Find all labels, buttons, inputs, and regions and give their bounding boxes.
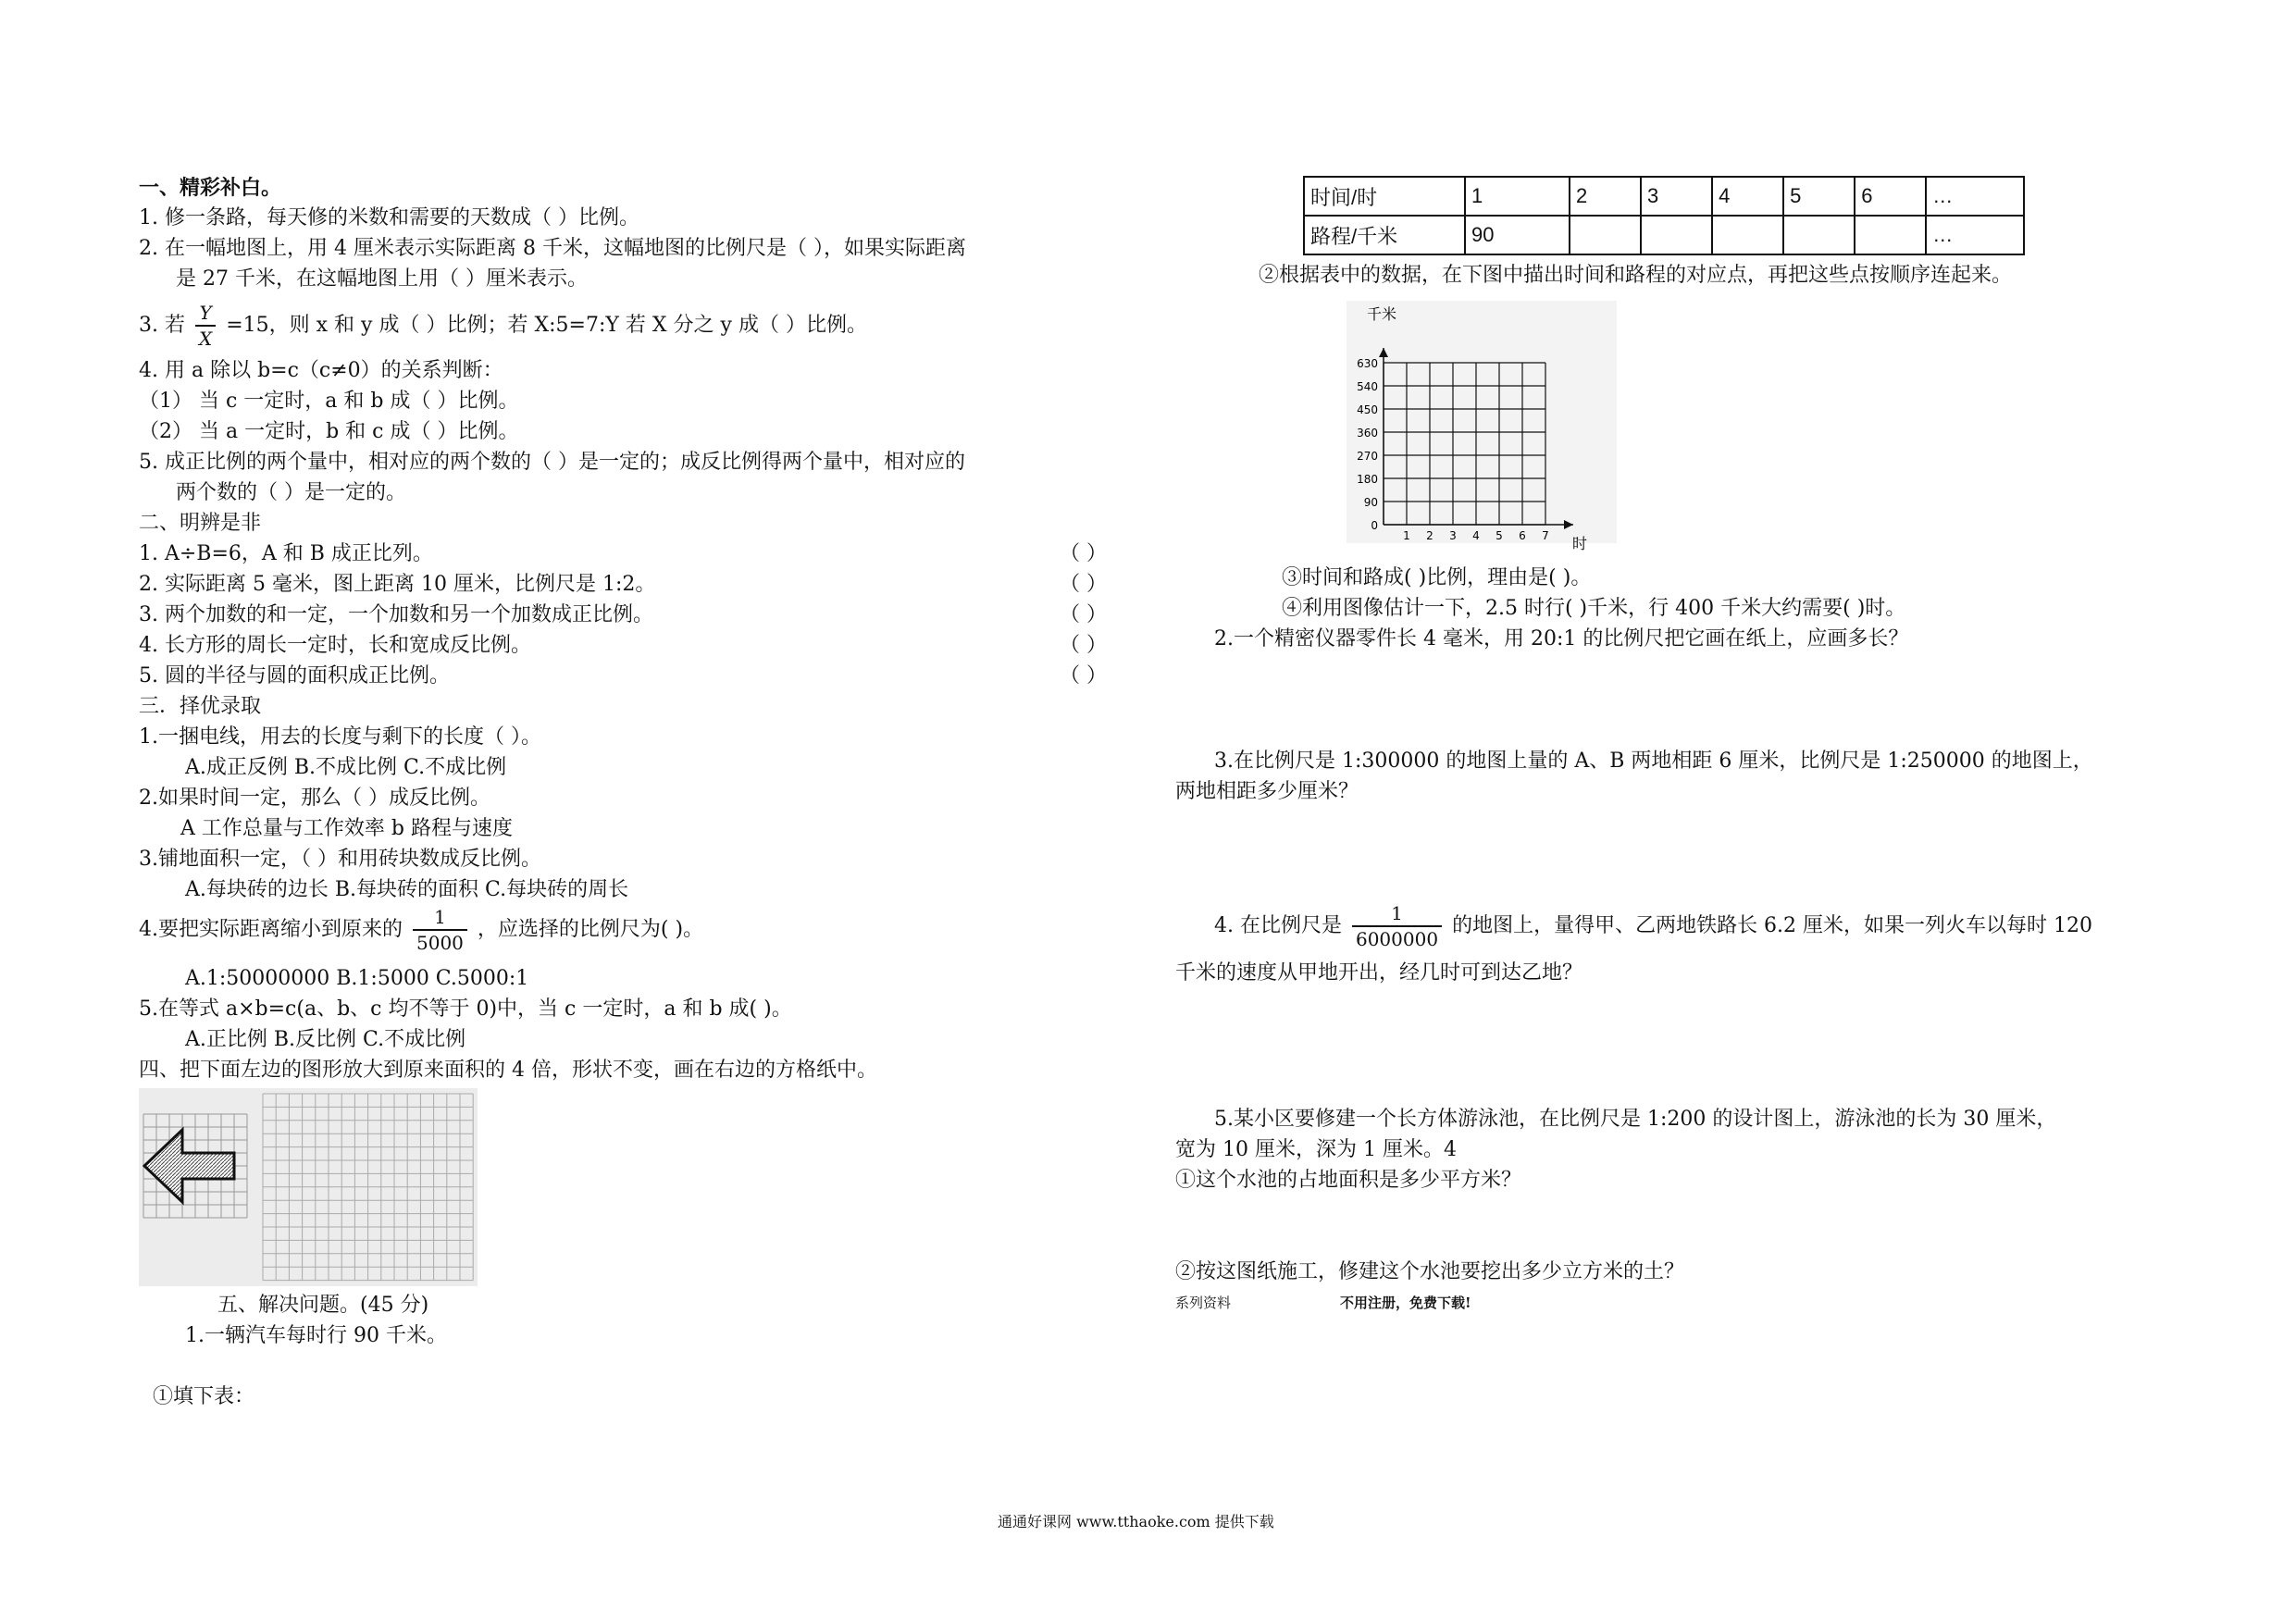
table-cell: 3 — [1641, 177, 1712, 216]
table-cell: 2 — [1570, 177, 1641, 216]
y-axis-arrow-icon — [1379, 348, 1388, 357]
instruction-plot-points: ②根据表中的数据，在下图中描出时间和路程的对应点，再把这些点按顺序连起来。 — [1259, 264, 2013, 287]
x-tick-label: 6 — [1519, 529, 1526, 542]
choice-4-prefix: 4.要把实际距离缩小到原来的 — [139, 918, 403, 941]
table-cell — [1855, 216, 1926, 254]
question-4-1: （1） 当 c 一定时，a 和 b 成（ ）比例。 — [139, 390, 519, 413]
choice-5: 5.在等式 a×b=c(a、b、c 均不等于 0)中，当 c 一定时，a 和 b 成( )。 — [139, 997, 792, 1021]
y-tick-label: 630 — [1357, 357, 1378, 370]
choice-4-options: A.1:50000000 B.1:5000 C.5000:1 — [185, 967, 529, 990]
table-cell: 6 — [1855, 177, 1926, 216]
problem-5-line-2: 宽为 10 厘米，深为 1 厘米。4 — [1175, 1138, 1457, 1161]
question-4: 4. 用 a 除以 b=c（c≠0）的关系判断： — [139, 359, 503, 382]
y-tick-label: 90 — [1363, 496, 1378, 509]
y-tick-label: 450 — [1357, 403, 1378, 416]
answer-paren-3: （ ） — [1060, 603, 1107, 626]
time-distance-table — [1303, 176, 2025, 255]
x-tick-label: 7 — [1542, 529, 1549, 542]
y-tick-label: 0 — [1371, 519, 1378, 532]
table-cell: 90 — [1465, 216, 1570, 254]
problem-5-sub-1: ①这个水池的占地面积是多少平方米？ — [1175, 1169, 1522, 1192]
question-4-2: （2） 当 a 一定时，b 和 c 成（ ）比例。 — [139, 420, 519, 443]
empty-grid-paper — [261, 1092, 476, 1282]
choice-1: 1.一捆电线，用去的长度与剩下的长度（ ）。 — [139, 725, 541, 749]
true-false-3: 3. 两个加数的和一定，一个加数和另一个加数成正比例。 — [139, 603, 653, 626]
choice-1-options: A.成正反例 B.不成比例 C.不成比例 — [185, 756, 507, 779]
fraction-denominator: X — [198, 328, 213, 350]
problem-5-sub-2: ②按这图纸施工，修建这个水池要挖出多少立方米的土？ — [1175, 1260, 1685, 1283]
question-1: 1. 修一条路，每天修的米数和需要的天数成（ ）比例。 — [139, 206, 639, 229]
table-cell — [1570, 216, 1641, 254]
question-5-line-1: 5. 成正比例的两个量中，相对应的两个数的（ ）是一定的；成反比例得两个量中，相对应的 — [139, 451, 965, 474]
problem-2: 2.一个精密仪器零件长 4 毫米，用 20:1 的比例尺把它画在纸上，应画多长？ — [1214, 627, 1909, 650]
answer-paren-2: （ ） — [1060, 573, 1107, 596]
x-tick-label: 3 — [1449, 529, 1457, 542]
question-5-line-2: 两个数的（ ）是一定的。 — [176, 481, 406, 504]
problem-1: 1.一辆汽车每时行 90 千米。 — [185, 1324, 447, 1347]
choice-4-fraction — [413, 905, 467, 955]
true-false-5: 5. 圆的半径与圆的面积成正比例。 — [139, 664, 450, 688]
section-5-title: 五、解决问题。(45 分) — [217, 1294, 429, 1317]
arrow-grid-figure — [143, 1113, 250, 1220]
choice-3-options: A.每块砖的边长 B.每块砖的面积 C.每块砖的周长 — [185, 878, 629, 901]
problem-3-line-2: 两地相距多少厘米？ — [1175, 780, 1359, 803]
question-3-suffix: =15，则 x 和 y 成（ ）比例；若 X:5=7:Y 若 X 分之 y 成（ ）比例。 — [226, 314, 867, 337]
choice-4-suffix: ，应选择的比例尺为( )。 — [477, 918, 704, 941]
problem-3-line-1: 3.在比例尺是 1:300000 的地图上量的 A、B 两地相距 6 厘米，比例尺是 1:250000 的地图上， — [1214, 750, 2093, 773]
y-tick-label: 270 — [1357, 450, 1378, 463]
fraction-denominator: 6000000 — [1355, 928, 1439, 950]
choice-2: 2.如果时间一定，那么（ ）成反比例。 — [139, 787, 490, 810]
y-tick-label: 360 — [1357, 427, 1378, 440]
x-axis-arrow-icon — [1564, 520, 1573, 529]
problem-4-line-1 — [1214, 901, 2092, 951]
choice-4 — [139, 905, 703, 955]
section-2-title: 二、明辨是非 — [139, 512, 262, 535]
fraction-numerator: 1 — [413, 905, 467, 931]
y-axis-unit: 千米 — [1367, 305, 1397, 323]
table-cell — [1641, 216, 1712, 254]
choice-5-options: A.正比例 B.反比例 C.不成比例 — [185, 1028, 466, 1051]
problem-4-suffix: 的地图上，量得甲、乙两地铁路长 6.2 厘米，如果一列火车以每时 120 — [1452, 914, 2093, 937]
table-cell: 路程/千米 — [1304, 216, 1465, 254]
choice-2-options: A 工作总量与工作效率 b 路程与速度 — [180, 817, 513, 840]
problem-4-fraction — [1352, 901, 1442, 951]
table-cell: … — [1926, 177, 2024, 216]
fraction-numerator: 1 — [1352, 901, 1442, 927]
section-1-title: 一、精彩补白。 — [139, 176, 282, 200]
x-tick-label: 2 — [1426, 529, 1433, 542]
question-3-fraction — [195, 301, 216, 351]
table-row — [1304, 177, 2024, 216]
x-tick-label: 5 — [1496, 529, 1503, 542]
true-false-4: 4. 长方形的周长一定时，长和宽成反比例。 — [139, 634, 531, 657]
answer-paren-5: （ ） — [1060, 664, 1107, 688]
question-3 — [139, 301, 867, 351]
section-4-title: 四、把下面左边的图形放大到原来面积的 4 倍，形状不变，画在右边的方格纸中。 — [139, 1059, 877, 1082]
x-axis-unit: 时 — [1572, 535, 1588, 552]
problem-5-line-1: 5.某小区要修建一个长方体游泳池，在比例尺是 1:200 的设计图上，游泳池的长为 30 厘米， — [1214, 1108, 2057, 1131]
x-tick-label: 1 — [1403, 529, 1410, 542]
answer-paren-4: （ ） — [1060, 634, 1107, 657]
fraction-numerator: Y — [195, 301, 216, 327]
question-estimate: ④利用图像估计一下，2.5 时行( )千米，行 400 千米大约需要( )时。 — [1282, 597, 1906, 620]
table-cell: 4 — [1712, 177, 1783, 216]
table-cell — [1783, 216, 1855, 254]
footer-free-download: 不用注册，免费下载! — [1340, 1295, 1471, 1311]
fraction-denominator: 5000 — [416, 932, 464, 954]
y-tick-label: 180 — [1357, 473, 1378, 486]
page-footer: 通通好课网 www.tthaoke.com 提供下载 — [998, 1513, 1274, 1530]
table-row — [1304, 216, 2024, 254]
table-cell: 5 — [1783, 177, 1855, 216]
distance-time-graph — [1347, 301, 1617, 552]
problem-4-prefix: 4. 在比例尺是 — [1214, 914, 1342, 937]
question-2-line-1: 2. 在一幅地图上，用 4 厘米表示实际距离 8 千米，这幅地图的比例尺是（ ），如果实际距离 — [139, 237, 966, 260]
question-2-line-2: 是 27 千米，在这幅地图上用（ ）厘米表示。 — [176, 267, 588, 291]
footer-series-label: 系列资料 — [1175, 1295, 1232, 1311]
question-proportion-type: ③时间和路成( )比例，理由是( )。 — [1282, 566, 1592, 589]
table-cell: … — [1926, 216, 2024, 254]
section-3-title: 三．择优录取 — [139, 695, 262, 718]
problem-4-line-2: 千米的速度从甲地开出，经几时可到达乙地？ — [1175, 961, 1583, 985]
problem-1-fill-table: ①填下表： — [153, 1385, 255, 1408]
y-tick-label: 540 — [1357, 380, 1378, 393]
table-cell — [1712, 216, 1783, 254]
choice-3: 3.铺地面积一定，（ ）和用砖块数成反比例。 — [139, 848, 541, 871]
true-false-1: 1. A÷B=6，A 和 B 成正比列。 — [139, 542, 433, 565]
answer-paren-1: （ ） — [1060, 542, 1107, 565]
question-3-prefix: 3. 若 — [139, 314, 185, 337]
true-false-2: 2. 实际距离 5 毫米，图上距离 10 厘米，比例尺是 1:2。 — [139, 573, 656, 596]
x-tick-label: 4 — [1472, 529, 1480, 542]
table-cell: 时间/时 — [1304, 177, 1465, 216]
table-cell: 1 — [1465, 177, 1570, 216]
